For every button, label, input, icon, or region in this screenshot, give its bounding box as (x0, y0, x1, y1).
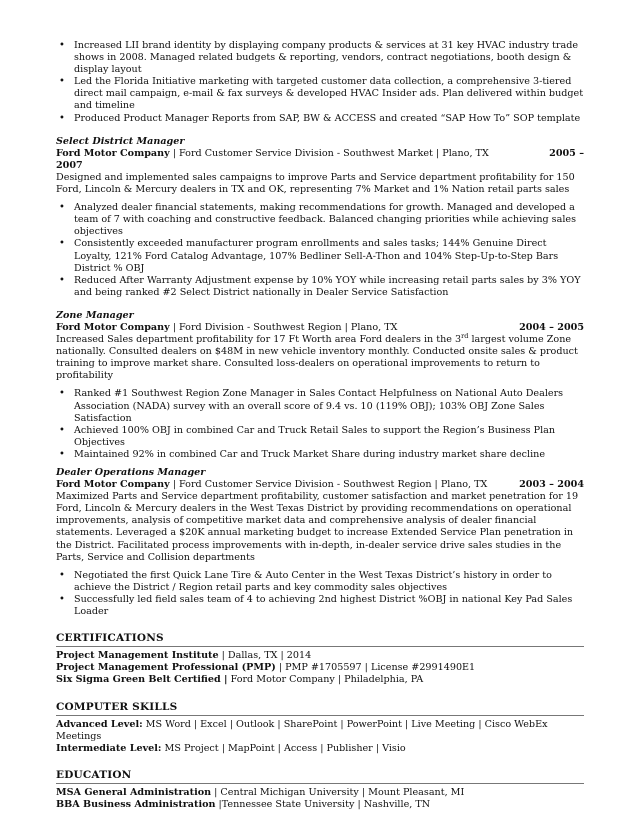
certification-item: Project Management Professional (PMP) | PMP #1705597 | License #2991490E1 (56, 662, 476, 674)
company-detail: | Ford Division - Southwest Region | Plano, TX (169, 321, 398, 333)
company-detail: | Ford Customer Service Division - Southwest Region | Plano, TX (169, 479, 488, 491)
list-item: • Produced Product Manager Reports from SAP, BW & ACCESS and created “SAP How To” SOP template (56, 113, 584, 125)
job-dates: 2004 – 2005 (519, 321, 584, 333)
certification-item: Project Management Institute | Dallas, TX | 2014 (56, 650, 312, 662)
job-bullet-list (56, 202, 584, 299)
list-item: • Ranked #1 Southwest Region Zone Manager in Sales Contact Helpfulness on National Auto Dealers Association (NADA) survey with an overall score of 9.4 vs. 10 (119% OBJ); 103% OBJ Zone Sales Satisfaction (56, 388, 584, 424)
list-item: • Increased LII brand identity by displaying company products & services at 31 key HVAC industry trade shows in 2008. Managed related budgets & reporting, vendors, contract negotiations, booth design & display layout (56, 40, 584, 76)
job-title: Dealer Operations Manager (56, 467, 206, 478)
list-item: • Reduced After Warranty Adjustment expense by 10% YOY while increasing retail parts sales by 3% YOY and being ranked #2 Select District nationally in Dealer Service Satisfaction (56, 275, 584, 299)
list-item: • Consistently exceeded manufacturer program enrollments and sales tasks; 144% Genuine Direct Loyalty, 121% Ford Catalog Advantage, 107% Bedliner Sell-A-Thon and 104% Step-Up-to-Step Bars District % OBJ (56, 238, 584, 274)
resume-page (56, 40, 584, 811)
job-summary: Increased Sales department profitability for 17 Ft Worth area Ford dealers in the 3rd largest volume Zone nationally. Consulted dealers on $48M in new vehicle inventory monthly. Conducted onsite sales & product training to improve market share. Consulted loss-dealers on operational improvements to return to profitability (56, 331, 578, 382)
job-dates: 2005 – (549, 147, 584, 159)
company-name: Ford Motor Company (56, 479, 170, 491)
job-bullet-list (56, 570, 584, 618)
list-item: • Analyzed dealer financial statements, making recommendations for growth. Managed and developed a team of 7 with coaching and constructive feedback. Balanced changing priorities while achieving sales objectives (56, 202, 584, 238)
skill-item: Intermediate Level: MS Project | MapPoint | Access | Publisher | Visio (56, 742, 406, 754)
job-company-line (56, 322, 584, 334)
section-heading-computer-skills: COMPUTER SKILLS (56, 701, 584, 716)
job-title: Zone Manager (56, 309, 134, 321)
job-summary: Maximized Parts and Service department profitability, customer satisfaction and market penetration for 19 Ford, Lincoln & Mercury dealers in the West Texas District by providing recommendations on operational improvements, analysis of competitive market data and comprehensive analysis of dealer financial statements. Leveraged a $20K annual marketing budget to increase Extended Service Plan penetration in the District. Facilitated process improvements with in-depth, in-dealer service drive sales studies in the Parts, Service and Collision departments (56, 491, 579, 563)
company-name: Ford Motor Company (56, 321, 170, 333)
job-summary: Designed and implemented sales campaigns to improve Parts and Service department profitability for 150 Ford, Lincoln & Mercury dealers in TX and OK, representing 7% Market and 1% Nation retail parts sales (56, 171, 575, 196)
company-name: Ford Motor Company (56, 147, 170, 159)
certification-item: Six Sigma Green Belt Certified | Ford Motor Company | Philadelphia, PA (56, 674, 424, 686)
job-bullet-list (56, 388, 584, 461)
education-item: MSA General Administration | Central Michigan University | Mount Pleasant, MI (56, 786, 465, 798)
section-heading-education: EDUCATION (56, 769, 584, 784)
company-detail: | Ford Customer Service Division - Southwest Market | Plano, TX (169, 147, 489, 159)
intro-bullet-list (56, 40, 584, 125)
education-item: BBA Business Administration |Tennessee State University | Nashville, TN (56, 799, 431, 811)
job-dates: 2003 – 2004 (519, 479, 584, 491)
job-company-line (56, 479, 584, 491)
job-dates-continued: 2007 (56, 159, 83, 171)
list-item: • Maintained 92% in combined Car and Truck Market Share during industry market share decline (56, 449, 584, 461)
job-company-line (56, 148, 584, 160)
job-title: Select District Manager (56, 135, 185, 147)
skill-item: Advanced Level: MS Word | Excel | Outlook | SharePoint | PowerPoint | Live Meeting | Cisco WebEx Meetings (56, 718, 548, 742)
list-item: • Led the Florida Initiative marketing with targeted customer data collection, a comprehensive 3-tiered direct mail campaign, e-mail & fax surveys & developed HVAC Insider ads. Plan delivered within budget and timeline (56, 76, 584, 112)
section-heading-certifications: CERTIFICATIONS (56, 632, 584, 647)
list-item: • Achieved 100% OBJ in combined Car and Truck Retail Sales to support the Region’s Business Plan Objectives (56, 425, 584, 449)
list-item: • Negotiated the first Quick Lane Tire & Auto Center in the West Texas District’s history in order to achieve the District / Region retail parts and key commodity sales objectives (56, 570, 584, 594)
list-item: • Successfully led field sales team of 4 to achieving 2nd highest District %OBJ in national Key Pad Sales Loader (56, 594, 584, 618)
